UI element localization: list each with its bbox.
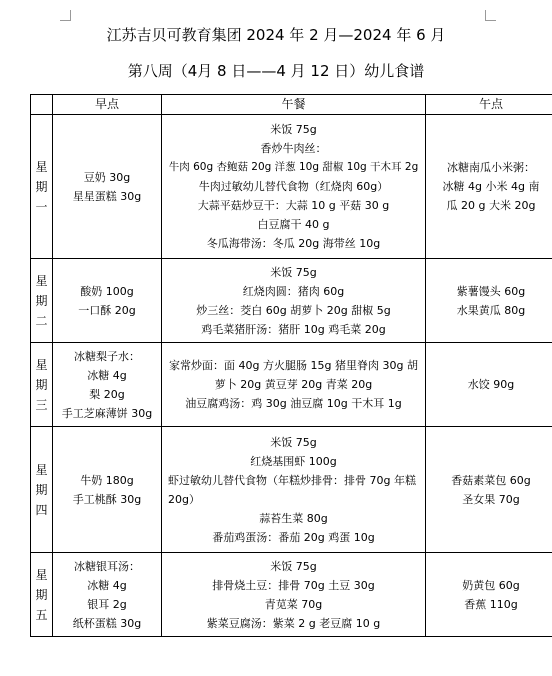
day-label: 星 期 一 (31, 115, 53, 259)
afternoon-snack-cell: 冰糖南瓜小米粥： 冰糖 4g 小米 4g 南 瓜 20 g 大米 20g (426, 115, 552, 259)
lunch-cell: 米饭 75g 红烧肉圆：猪肉 60g 炒三丝：茭白 60g 胡萝卜 20g 甜椒 5g 鸡毛菜猪肝汤：猪肝 10g 鸡毛菜 20g (162, 259, 426, 343)
morning-snack-cell: 牛奶 180g 手工桃酥 30g (53, 427, 162, 553)
lunch-cell: 家常炒面：面 40g 方火腿肠 15g 猪里脊肉 30g 胡萝卜 20g 黄豆芽 20g 青菜 20g 油豆腐鸡汤：鸡 30g 油豆腐 10g 干木耳 1g (162, 343, 426, 427)
day-label: 星 期 三 (31, 343, 53, 427)
header-row (31, 95, 552, 115)
morning-snack-cell: 冰糖银耳汤： 冰糖 4g 银耳 2g 纸杯蛋糕 30g (53, 553, 162, 637)
morning-snack-cell: 豆奶 30g 星星蛋糕 30g (53, 115, 162, 259)
header-lunch: 午餐 (162, 95, 426, 115)
document-subtitle: 第八周（4月 8 日——4 月 12 日）幼儿食谱 (127, 62, 425, 80)
afternoon-snack-cell: 水饺 90g (426, 343, 552, 427)
morning-snack-cell: 酸奶 100g 一口酥 20g (53, 259, 162, 343)
menu-table (30, 94, 552, 637)
afternoon-snack-cell: 奶黄包 60g 香蕉 110g (426, 553, 552, 637)
day-label: 星 期 四 (31, 427, 53, 553)
lunch-cell: 米饭 75g 排骨烧土豆：排骨 70g 土豆 30g 青苋菜 70g 紫菜豆腐汤：紫菜 2 g 老豆腐 10 g (162, 553, 426, 637)
header-afternoon: 午点 (426, 95, 552, 115)
table-row-friday (31, 553, 552, 637)
afternoon-snack-cell: 香菇素菜包 60g 圣女果 70g (426, 427, 552, 553)
day-label: 星 期 二 (31, 259, 53, 343)
table-row-wednesday (31, 343, 552, 427)
header-day (31, 95, 53, 115)
lunch-cell: 米饭 75g 红烧基围虾 100g 虾过敏幼儿替代食物（年糕炒排骨：排骨 70g 年糕 20g） 蒜苔生菜 80g 番茄鸡蛋汤：番茄 20g 鸡蛋 10g (162, 427, 426, 553)
table-row-thursday (31, 427, 552, 553)
day-label: 星 期 五 (31, 553, 53, 637)
afternoon-snack-cell: 紫薯馒头 60g 水果黄瓜 80g (426, 259, 552, 343)
table-row-monday (31, 115, 552, 259)
morning-snack-cell: 冰糖梨子水： 冰糖 4g 梨 20g 手工芝麻薄饼 30g (53, 343, 162, 427)
table-row-tuesday (31, 259, 552, 343)
lunch-cell: 米饭 75g 香炒牛肉丝： 牛肉 60g 杏鲍菇 20g 洋葱 10g 甜椒 10g 干木耳 2g 牛肉过敏幼儿替代食物（红烧肉 60g） 大蒜平菇炒豆干：大蒜 10 g 平菇 30 g 白豆腐干 40 g 冬瓜海带汤：冬瓜 20g 海带丝 10g (162, 115, 426, 259)
document-title: 江苏吉贝可教育集团 2024 年 2 月—2024 年 6 月 (106, 26, 446, 44)
page-corner-mark-left (60, 10, 71, 21)
page-corner-mark-right (485, 10, 496, 21)
header-morning: 早点 (53, 95, 162, 115)
